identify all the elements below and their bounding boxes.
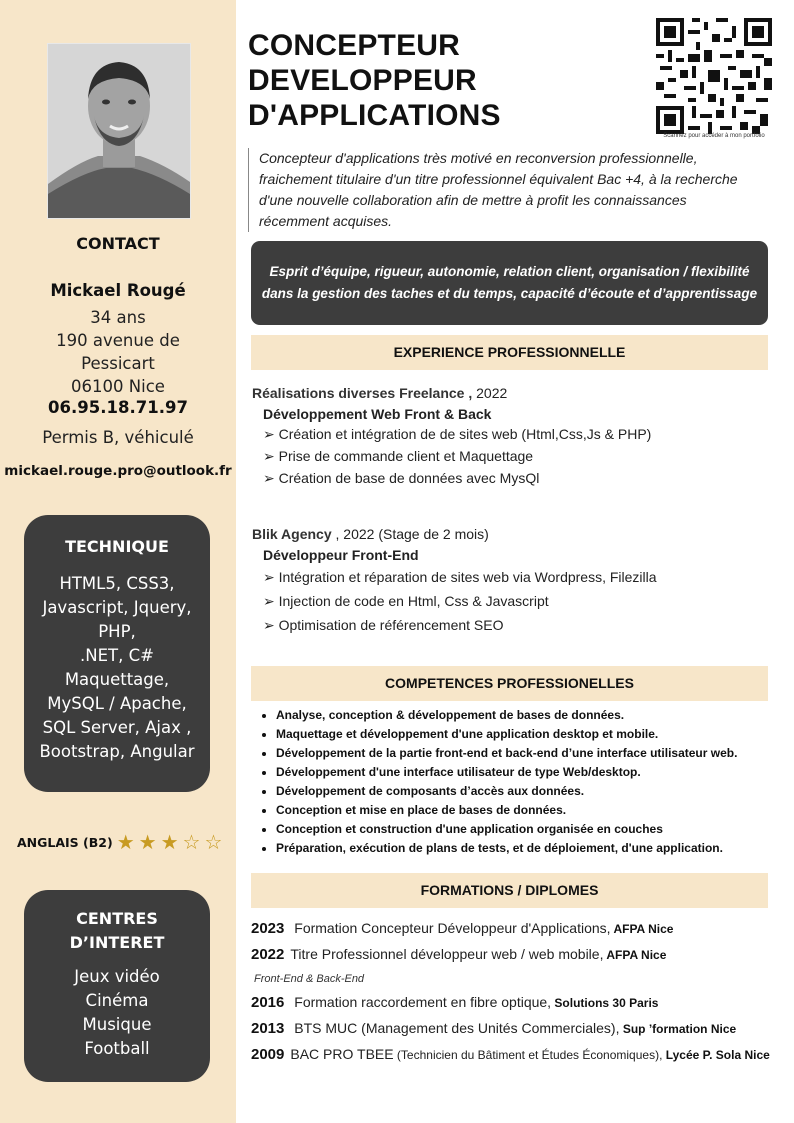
- education-entry: [251, 946, 666, 963]
- skill-item: • Maquettage et développement d'une application desktop et mobile.: [276, 725, 794, 744]
- skill-item: • Préparation, exécution de plans de tests, et de déploiement, d'une application.: [276, 839, 794, 858]
- technique-line: Javascript, Jquery,: [42, 598, 192, 617]
- contact-heading: CONTACT: [76, 234, 160, 253]
- title-line-1: CONCEPTEUR: [248, 29, 461, 62]
- profile-photo: [47, 43, 191, 219]
- experience-entry: [252, 385, 651, 488]
- education-title: BTS MUC (Management des Unités Commerciales),: [290, 1020, 620, 1036]
- section-heading-skills: COMPETENCES PROFESSIONELLES: [251, 666, 768, 701]
- experience-item: ➢ Optimisation de référencement SEO: [263, 617, 504, 633]
- experience-role: Développeur Front-End: [263, 547, 419, 563]
- technique-line: Maquettage,: [64, 670, 170, 689]
- contact-address-line-2: Pessicart: [81, 354, 155, 373]
- contact-address-line-3: 06100 Nice: [71, 377, 165, 396]
- qualities-text: Esprit d’équipe, rigueur, autonomie, relation client, organisation / flexibilité dans la gestion des taches et du temps, capacité d’écoute et d’apprentissage: [261, 264, 758, 301]
- section-heading-education: FORMATIONS / DIPLOMES: [251, 873, 768, 908]
- skills-list: [254, 706, 794, 858]
- skill-item: • Analyse, conception & développement de bases de données.: [276, 706, 794, 725]
- technique-heading: TECHNIQUE: [65, 537, 169, 556]
- interest-item: Cinéma: [85, 991, 149, 1010]
- education-year: 2013: [251, 1020, 285, 1037]
- interest-item: Jeux vidéo: [74, 967, 160, 986]
- interests-heading: [24, 907, 210, 955]
- qr-code-icon[interactable]: [656, 18, 772, 134]
- education-year: 2023: [251, 920, 285, 937]
- technique-list: [24, 572, 210, 764]
- technique-line: SQL Server, Ajax ,: [42, 718, 192, 737]
- interests-heading-line-1: CENTRES: [76, 909, 158, 928]
- contact-email[interactable]: mickael.rouge.pro@outlook.fr: [4, 463, 232, 479]
- star-filled-icon: ★: [116, 830, 135, 854]
- education-subtitle: Front-End & Back-End: [254, 973, 365, 985]
- qualities-banner: [251, 241, 768, 325]
- interests-box: [24, 890, 210, 1082]
- education-year: 2022: [251, 946, 285, 963]
- education-school: AFPA Nice: [610, 922, 674, 936]
- experience-period: 2022: [472, 385, 508, 401]
- star-empty-icon: ☆: [182, 830, 201, 854]
- intro-paragraph: Concepteur d'applications très motivé en reconversion professionnelle, fraichement titulaire d'un titre professionnel équivalent Bac +4, à la recherche d'une nouvelle collaboration afin de mettre à profit les connaissances récemment acquises.: [248, 148, 759, 232]
- experience-entry: [252, 526, 657, 635]
- technique-line: MySQL / Apache,: [47, 694, 187, 713]
- section-heading-experience: EXPERIENCE PROFESSIONNELLE: [251, 335, 768, 370]
- education-entry: [251, 920, 673, 937]
- skill-item: • Conception et construction d'une application organisée en couches: [276, 820, 794, 839]
- experience-company: Blik Agency: [252, 526, 332, 542]
- language-label: ANGLAIS (B2): [17, 834, 113, 850]
- skill-item: • Développement de la partie front-end et back-end d’une interface utilisateur web.: [276, 744, 794, 763]
- education-entry: [251, 1046, 770, 1063]
- education-year: 2009: [251, 1046, 285, 1063]
- interests-heading-line-2: D’INTERET: [69, 933, 165, 952]
- education-detail: (Technicien du Bâtiment et Études Économiques),: [393, 1048, 663, 1062]
- title-line-2: DEVELOPPEUR: [248, 64, 477, 97]
- education-year: 2016: [251, 994, 285, 1011]
- education-entry: [251, 1020, 736, 1037]
- experience-item: ➢ Création de base de données avec MysQl: [263, 470, 540, 486]
- technique-line: .NET, C#: [80, 646, 154, 665]
- experience-item: ➢ Injection de code en Html, Css & Javascript: [263, 593, 549, 609]
- star-empty-icon: ☆: [204, 830, 223, 854]
- technique-line: PHP,: [98, 622, 136, 641]
- contact-address-line-1: 190 avenue de: [56, 331, 180, 350]
- experience-item: ➢ Intégration et réparation de sites web via Wordpress, Filezilla: [263, 569, 657, 585]
- experience-item: ➢ Création et intégration de de sites web (Html,Css,Js & PHP): [263, 426, 652, 442]
- skill-item: • Développement de composants d’accès aux données.: [276, 782, 794, 801]
- star-filled-icon: ★: [138, 830, 157, 854]
- interests-list: [24, 965, 210, 1061]
- contact-phone[interactable]: 06.95.18.71.97: [48, 398, 188, 417]
- interest-item: Football: [84, 1039, 150, 1058]
- qr-caption: Scannez pour accéder à mon portfolio: [663, 133, 765, 139]
- experience-role: Développement Web Front & Back: [263, 406, 492, 422]
- contact-name: Mickael Rougé: [50, 281, 186, 300]
- experience-period: , 2022 (Stage de 2 mois): [331, 526, 489, 542]
- education-title: Formation raccordement en fibre optique,: [290, 994, 552, 1010]
- education-title: Formation Concepteur Développeur d'Applications,: [290, 920, 611, 936]
- contact-age: 34 ans: [90, 308, 146, 327]
- education-school: Sup ’formation Nice: [619, 1022, 737, 1036]
- education-entry: [251, 994, 658, 1011]
- technique-box: [24, 515, 210, 792]
- education-school: Lycée P. Sola Nice: [662, 1048, 770, 1062]
- skill-item: • Développement d'une interface utilisateur de type Web/desktop.: [276, 763, 794, 782]
- language-rating: [17, 832, 222, 852]
- page-title: [248, 28, 501, 133]
- experience-item: ➢ Prise de commande client et Maquettage: [263, 448, 534, 464]
- education-school: AFPA Nice: [603, 948, 667, 962]
- skill-item: • Conception et mise en place de bases de données.: [276, 801, 794, 820]
- education-school: Solutions 30 Paris: [551, 996, 659, 1010]
- experience-company: Réalisations diverses Freelance ,: [252, 385, 473, 401]
- interest-item: Musique: [82, 1015, 152, 1034]
- star-filled-icon: ★: [160, 830, 179, 854]
- education-title: Titre Professionnel développeur web / web mobile,: [290, 946, 604, 962]
- technique-line: HTML5, CSS3,: [59, 574, 175, 593]
- education-title: BAC PRO TBEE: [290, 1046, 394, 1062]
- contact-permit: Permis B, véhiculé: [42, 428, 194, 447]
- title-line-3: D'APPLICATIONS: [248, 99, 501, 132]
- technique-line: Bootstrap, Angular: [39, 742, 195, 761]
